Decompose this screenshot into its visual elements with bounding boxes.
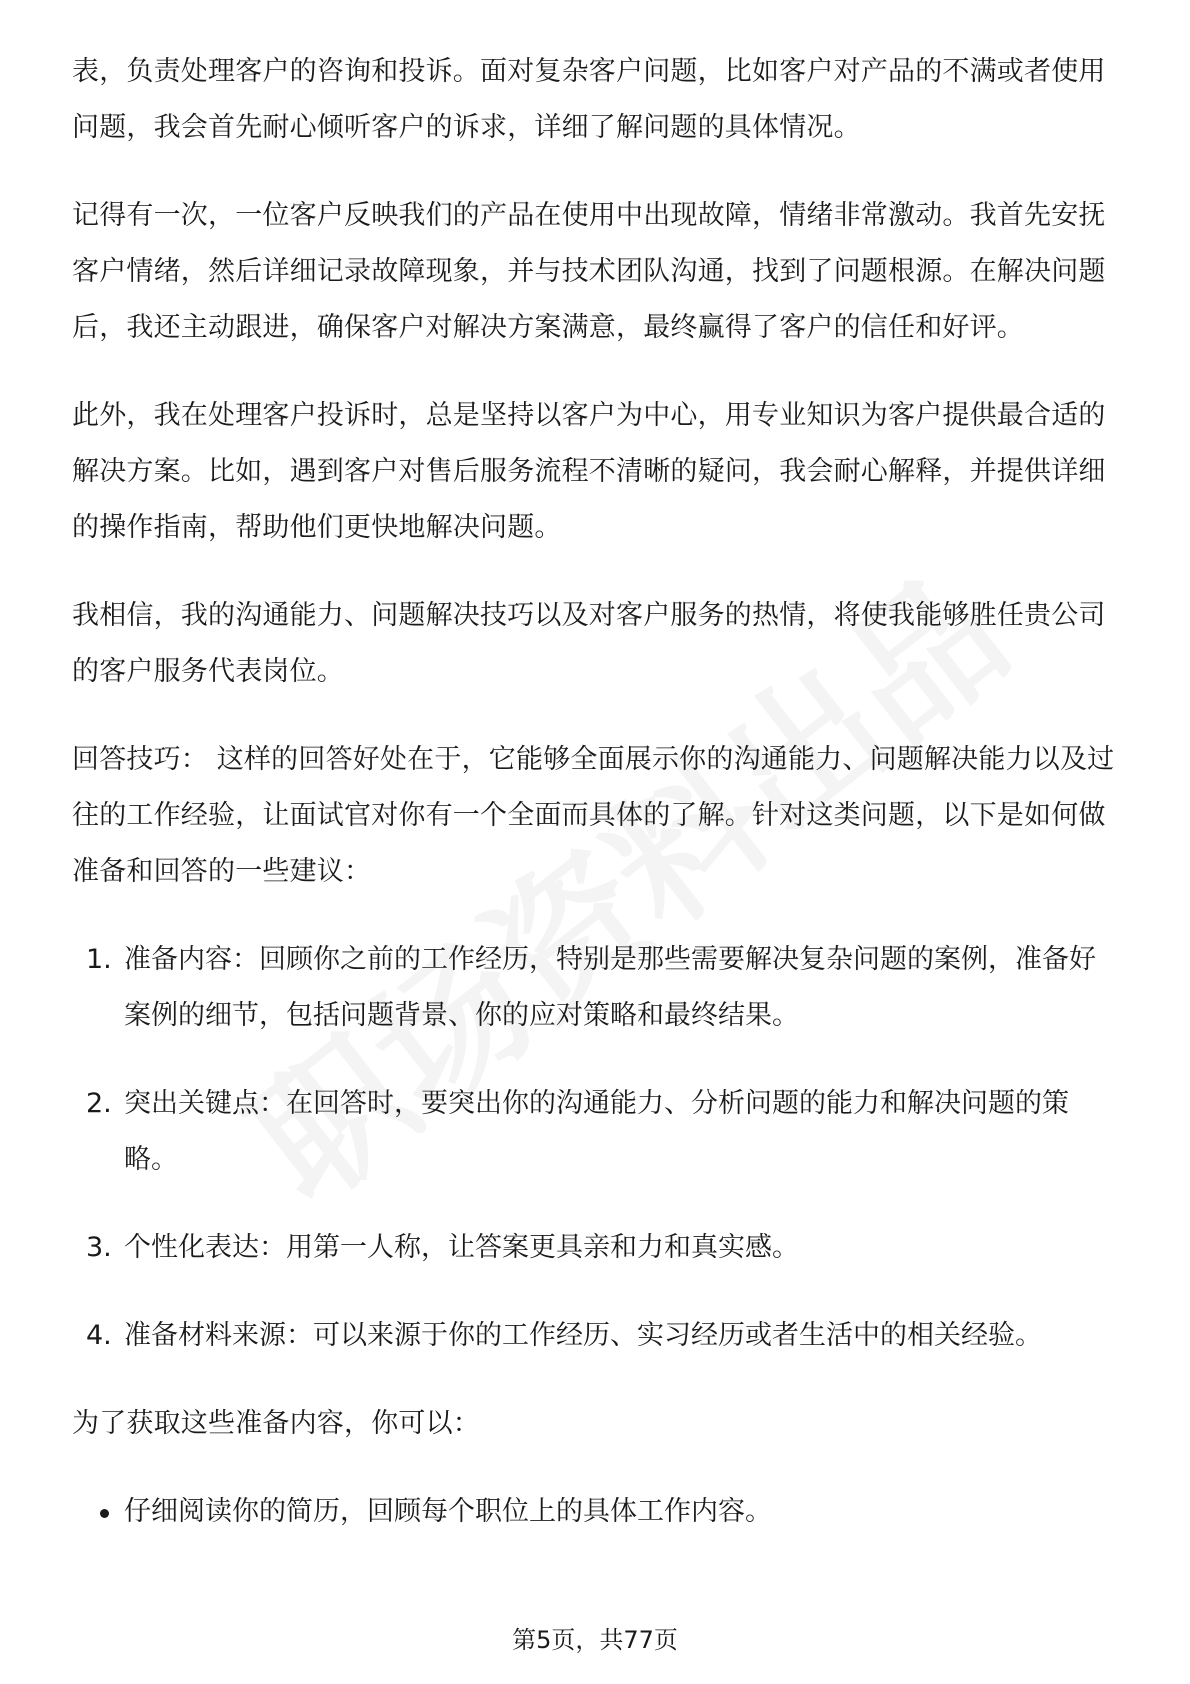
paragraph: 此外，我在处理客户投诉时，总是坚持以客户为中心，用专业知识为客户提供最合适的解决方案。比如，遇到客户对售后服务流程不清晰的疑问，我会耐心解释，并提供详细的操作指南，帮助他们更快地解决问题。: [72, 400, 1106, 543]
bullet-list: [72, 1484, 1122, 1540]
list-number: 4.: [86, 1320, 112, 1351]
list-number: 2.: [86, 1088, 112, 1119]
bullet-item-text: 仔细阅读你的简历，回顾每个职位上的具体工作内容。: [124, 1496, 772, 1527]
list-item: [72, 1220, 1122, 1276]
page-footer: 第5页，共77页: [512, 1626, 678, 1654]
list-item: [72, 1308, 1122, 1364]
list-number: 1.: [86, 944, 112, 975]
list-number: 3.: [86, 1232, 112, 1263]
paragraph: 表，负责处理客户的咨询和投诉。面对复杂客户问题，比如客户对产品的不满或者使用问题，我会首先耐心倾听客户的诉求，详细了解问题的具体情况。: [72, 56, 1106, 143]
paragraph: 我相信，我的沟通能力、问题解决技巧以及对客户服务的热情，将使我能够胜任贵公司的客户服务代表岗位。: [72, 600, 1106, 687]
list-item-text: 准备内容：回顾你之前的工作经历，特别是那些需要解决复杂问题的案例，准备好案例的细节，包括问题背景、你的应对策略和最终结果。: [124, 944, 1096, 1031]
page-content: [72, 44, 1122, 1540]
list-item: [72, 1076, 1122, 1188]
paragraph: 回答技巧： 这样的回答好处在于，它能够全面展示你的沟通能力、问题解决能力以及过往的工作经验，让面试官对你有一个全面而具体的了解。针对这类问题，以下是如何做准备和回答的一些建议：: [72, 744, 1115, 887]
numbered-list: [72, 932, 1122, 1364]
intro-line: 为了获取这些准备内容，你可以：: [72, 1408, 480, 1439]
list-item: [72, 932, 1122, 1044]
paragraph: 记得有一次，一位客户反映我们的产品在使用中出现故障，情绪非常激动。我首先安抚客户情绪，然后详细记录故障现象，并与技术团队沟通，找到了问题根源。在解决问题后，我还主动跟进，确保客户对解决方案满意，最终赢得了客户的信任和好评。: [72, 200, 1106, 343]
list-item-text: 突出关键点：在回答时，要突出你的沟通能力、分析问题的能力和解决问题的策略。: [124, 1088, 1069, 1175]
list-item-text: 个性化表达：用第一人称，让答案更具亲和力和真实感。: [124, 1232, 799, 1263]
bullet-item: [72, 1484, 1122, 1540]
list-item-text: 准备材料来源：可以来源于你的工作经历、实习经历或者生活中的相关经验。: [124, 1320, 1042, 1351]
bullet-dot-icon: [100, 1509, 109, 1518]
